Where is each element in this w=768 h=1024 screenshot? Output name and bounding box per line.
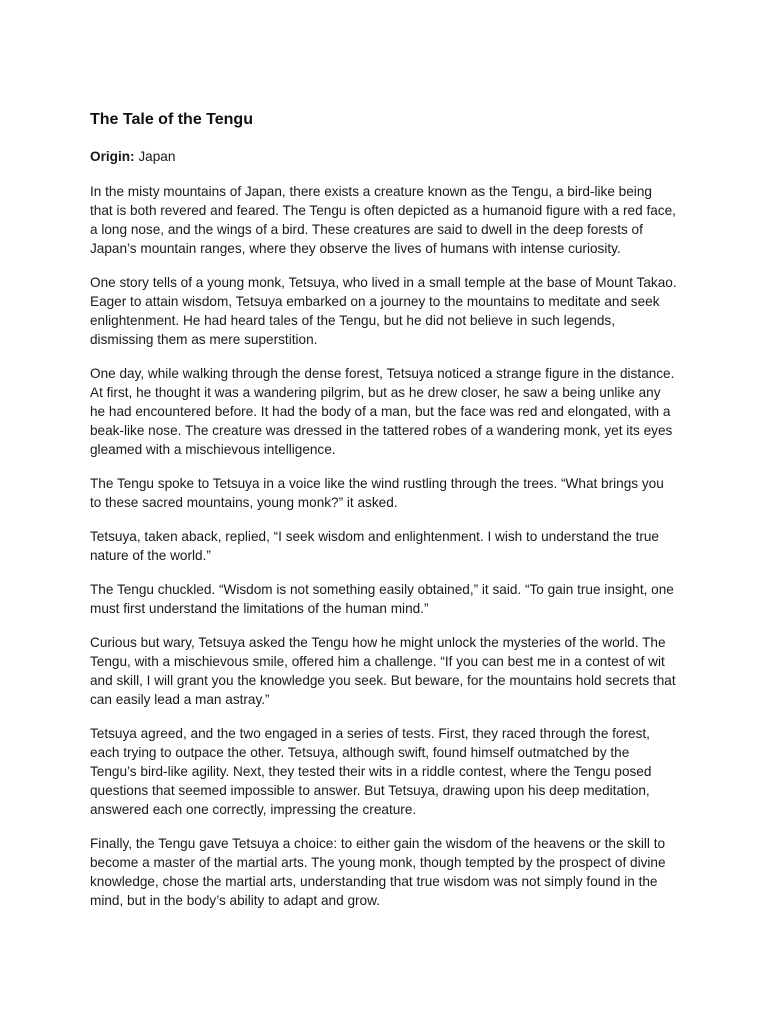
- paragraph-9: Finally, the Tengu gave Tetsuya a choice: to either gain the wisdom of the heavens or the skill to become a master of the martial arts. The young monk, though tempted by the prospect of divine knowledge, chose the martial arts, understanding that true wisdom was not simply found in the mind, but in the body’s ability to adapt and grow.: [90, 836, 666, 908]
- origin-value: Japan: [134, 149, 176, 164]
- paragraph-7: Curious but wary, Tetsuya asked the Tengu how he might unlock the mysteries of the world. The Tengu, with a mischievous smile, offered him a challenge. “If you can best me in a contest of wit and skill, I will grant you the knowledge you seek. But beware, for the mountains hold secrets that can easily lead a man astray.”: [90, 635, 676, 707]
- document-page: [90, 110, 678, 925]
- paragraph-6: The Tengu chuckled. “Wisdom is not something easily obtained,” it said. “To gain true insight, one must first understand the limitations of the human mind.”: [90, 582, 674, 616]
- paragraph-3: One day, while walking through the dense forest, Tetsuya noticed a strange figure in the distance. At first, he thought it was a wandering pilgrim, but as he drew closer, he saw a being unlike any he had encountered before. It had the body of a man, but the face was red and elongated, with a beak-like nose. The creature was dressed in the tattered robes of a wandering monk, yet its eyes gleamed with a mischievous intelligence.: [90, 366, 675, 457]
- paragraph-4: The Tengu spoke to Tetsuya in a voice like the wind rustling through the trees. “What brings you to these sacred mountains, young monk?” it asked.: [90, 476, 664, 510]
- paragraph-5: Tetsuya, taken aback, replied, “I seek wisdom and enlightenment. I wish to understand the true nature of the world.”: [90, 529, 659, 563]
- paragraph-1: In the misty mountains of Japan, there exists a creature known as the Tengu, a bird-like being that is both revered and feared. The Tengu is often depicted as a humanoid figure with a red face, a long nose, and the wings of a bird. These creatures are said to dwell in the deep forests of Japan’s mountain ranges, where they observe the lives of humans with intense curiosity.: [90, 184, 676, 256]
- origin-label: Origin:: [90, 149, 135, 164]
- paragraph-2: One story tells of a young monk, Tetsuya, who lived in a small temple at the base of Mount Takao. Eager to attain wisdom, Tetsuya embarked on a journey to the mountains to meditate and seek enlightenment. He had heard tales of the Tengu, but he did not believe in such legends, dismissing them as mere superstition.: [90, 275, 677, 347]
- origin-line: [90, 147, 678, 166]
- document-title: The Tale of the Tengu: [90, 111, 253, 128]
- paragraph-8: Tetsuya agreed, and the two engaged in a series of tests. First, they raced through the forest, each trying to outpace the other. Tetsuya, although swift, found himself outmatched by the Tengu’s bird-like agility. Next, they tested their wits in a riddle contest, where the Tengu posed questions that seemed impossible to answer. But Tetsuya, drawing upon his deep meditation, answered each one correctly, impressing the creature.: [90, 726, 652, 817]
